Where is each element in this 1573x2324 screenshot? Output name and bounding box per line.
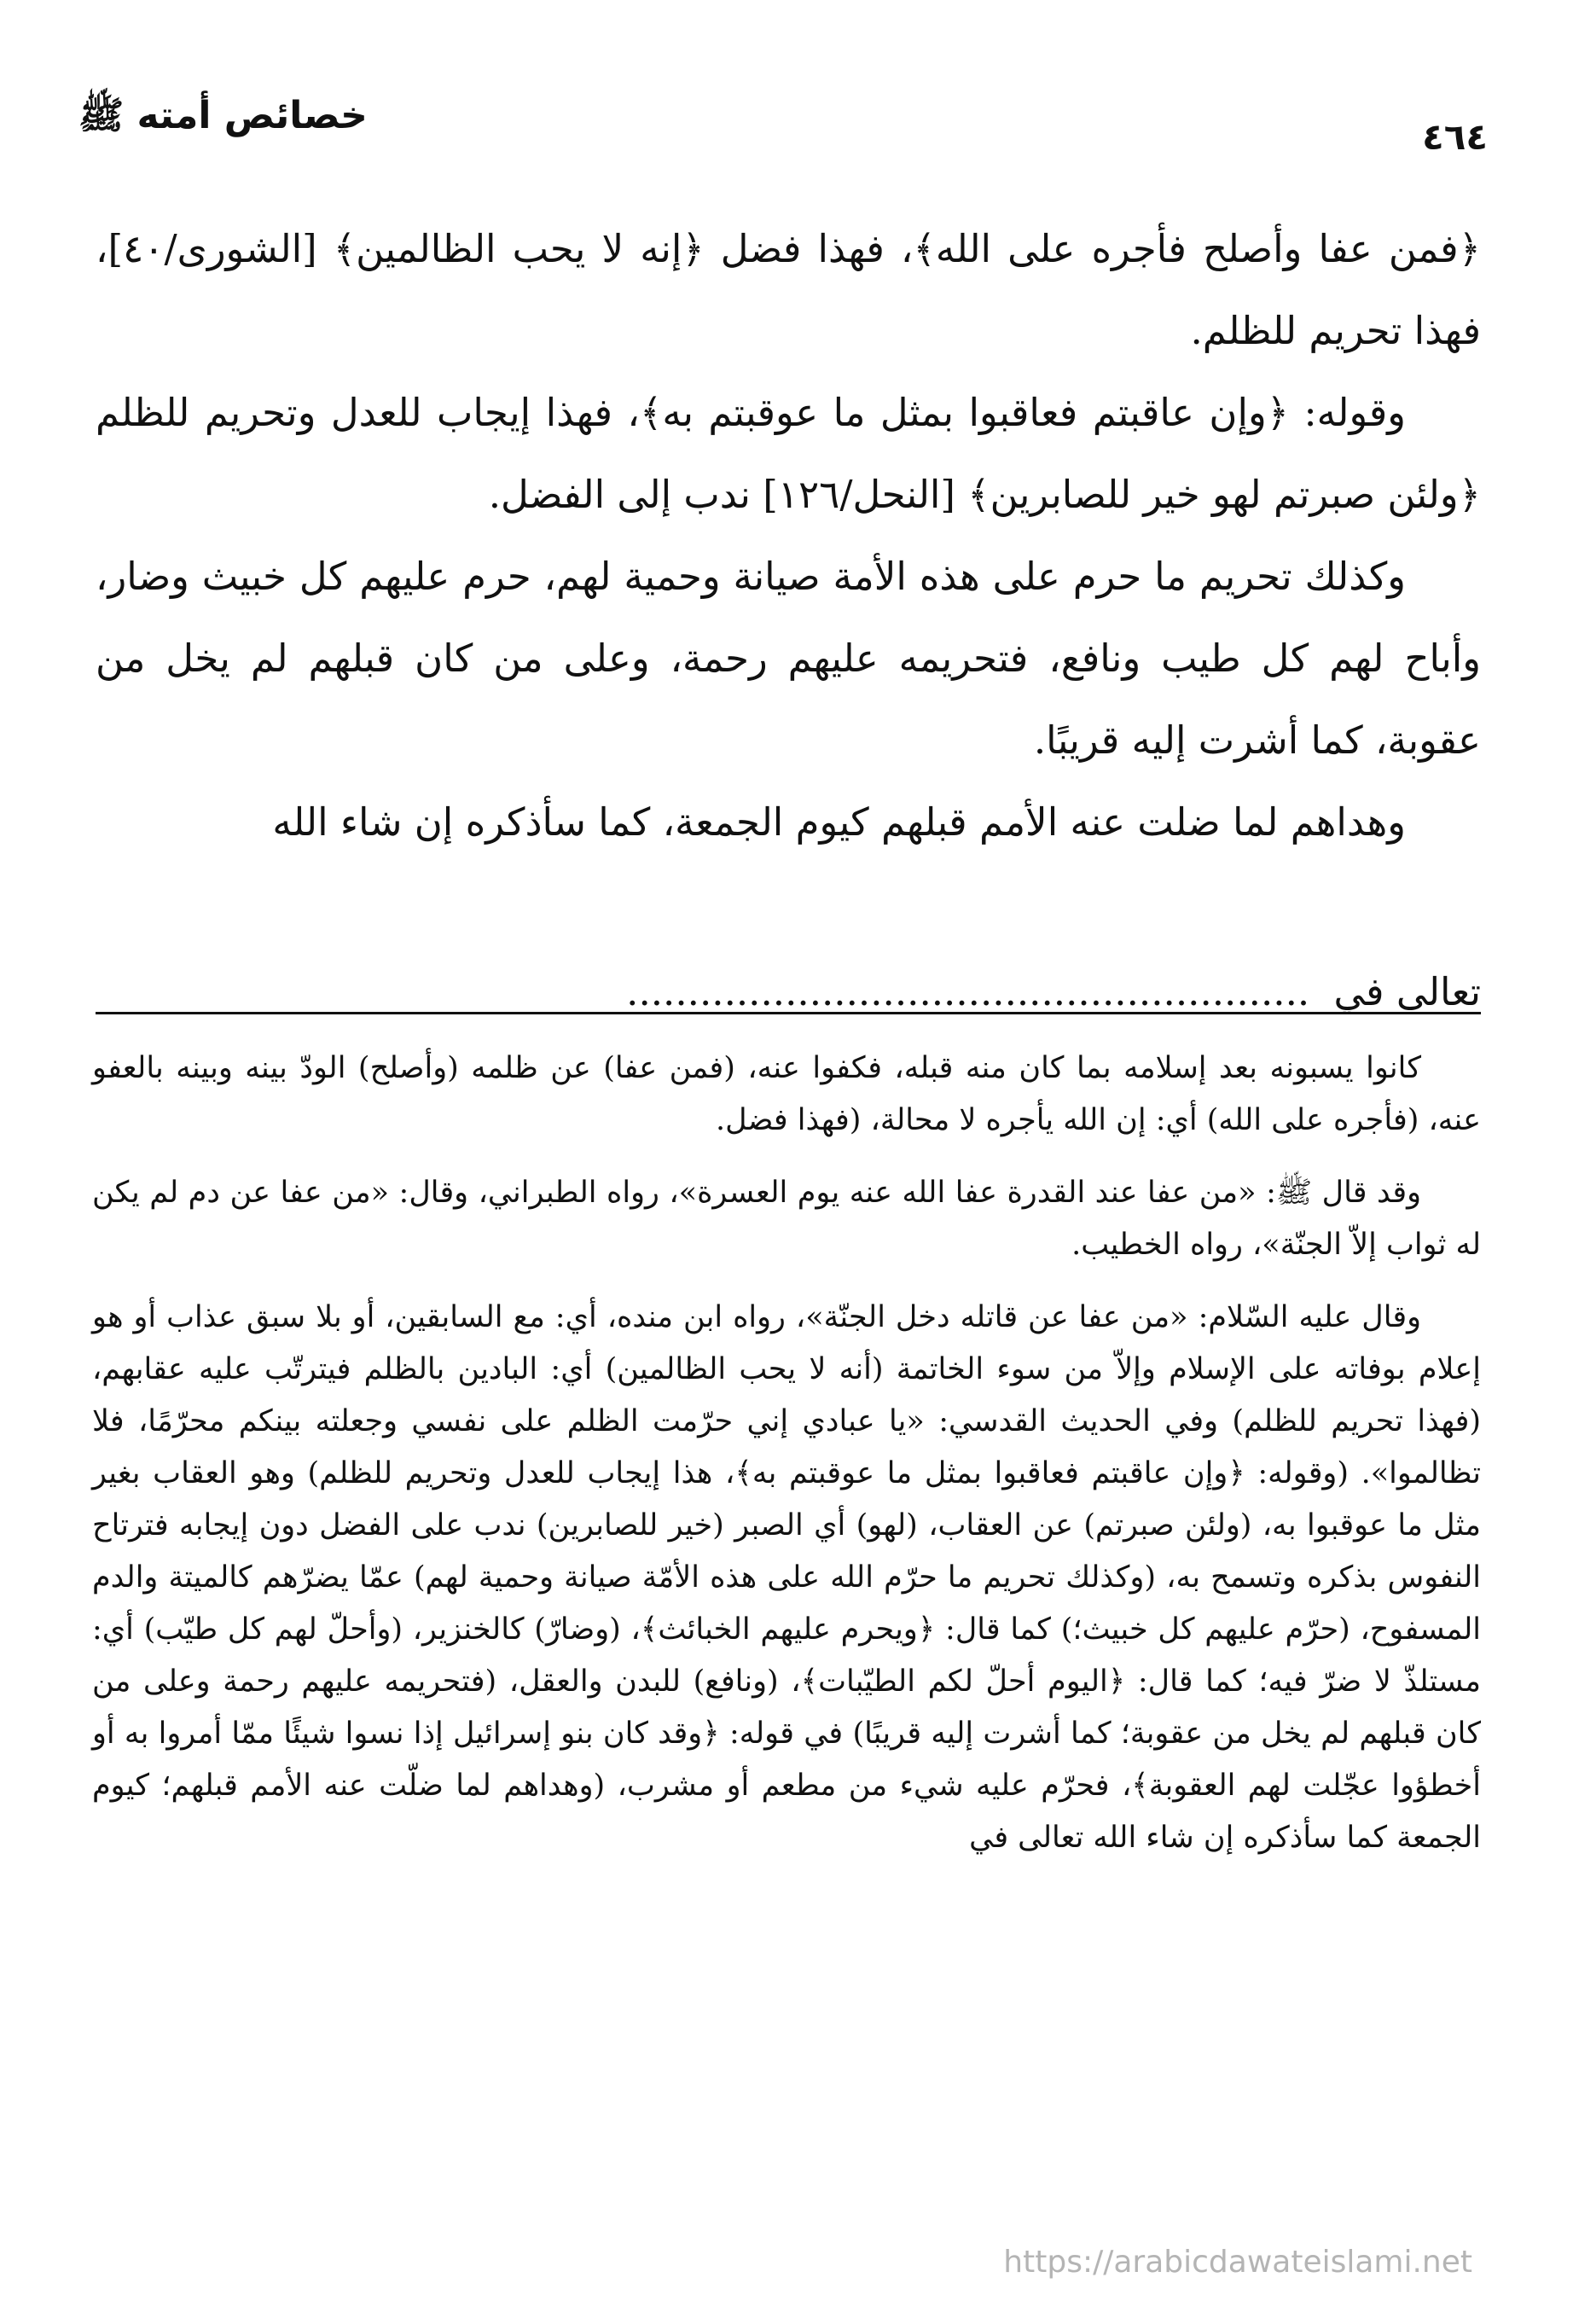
continuation-dots: ........................................................ bbox=[626, 969, 1310, 1014]
main-paragraph: وقوله: ﴿وإن عاقبتم فعاقبوا بمثل ما عوقبتم به﴾، فهذا إيجاب للعدل وتحريم للظلم ﴿ولئن صبرتم لهو خير للصابرين﴾ [النحل/١٢٦] ندب إلى الفضل. bbox=[96, 390, 1481, 517]
commentary-block bbox=[92, 1043, 1481, 1864]
main-paragraph: وهداهم لما ضلت عنه الأمم قبلهم كيوم الجمعة، كما سأذكره إن شاء الله bbox=[272, 799, 1406, 845]
page-number: ٤٦٤ bbox=[1422, 116, 1488, 158]
main-text-block bbox=[96, 208, 1481, 863]
commentary-paragraph: وقد قال ﷺ: «من عفا عند القدرة عفا الله عنه يوم العسرة»، رواه الطبراني، وقال: «من عفا عن دم لم يكن له ثواب إلاّ الجنّة»، رواه الخطيب. bbox=[92, 1176, 1481, 1262]
watermark-url: https://arabicdawateislami.net bbox=[1003, 2245, 1472, 2280]
footnote-separator bbox=[96, 1012, 1481, 1014]
continuation-line bbox=[96, 954, 1481, 1031]
main-paragraph: ﴿فمن عفا وأصلح فأجره على الله﴾، فهذا فضل ﴿إنه لا يحب الظالمين﴾ [الشورى/٤٠]، فهذا تحريم للظلم. bbox=[96, 226, 1481, 353]
commentary-paragraph: وقال عليه السّلام: «من عفا عن قاتله دخل الجنّة»، رواه ابن منده، أي: مع السابقين، أو بلا سبق عذاب أو هو إعلام بوفاته على الإسلام وإلاّ من سوء الخاتمة (أنه لا يحب الظالمين) أي: البادين بالظلم فيترتّب عليه عقابهم، (فهذا تحريم للظلم) وفي الحديث القدسي: «يا عبادي إني حرّمت الظلم على نفسي وجعلته بينكم محرّمًا، فلا تظالموا». (وقوله: ﴿وإن عاقبتم فعاقبوا بمثل ما عوقبتم به﴾، هذا إيجاب للعدل وتحريم للظلم) وهو العقاب بغير مثل ما عوقبوا به، (ولئن صبرتم) عن العقاب، (لهو) أي الصبر (خير للصابرين) ندب على الفضل دون إيجابه فترتاح النفوس بذكره وتسمح به، (وكذلك تحريم ما حرّم الله على هذه الأمّة صيانة وحمية لهم) عمّا يضرّهم كالميتة والدم المسفوح، (حرّم عليهم كل خبيث؛) كما قال: ﴿ويحرم عليهم الخبائث﴾، (وضارّ) كالخنزير، (وأحلّ لهم كل طيّب) أي: مستلذّ لا ضرّ فيه؛ كما قال: ﴿اليوم أحلّ لكم الطيّبات﴾، (ونافع) للبدن والعقل، (فتحريمه عليهم رحمة وعلى من كان قبلهم لم يخل من عقوبة؛ كما أشرت إليه قريبًا) في قوله: ﴿وقد كان بنو إسرائيل إذا نسوا شيئًا ممّا أمروا به أو أخطؤوا عجّلت لهم العقوبة﴾، فحرّم عليه شيء من مطعم أو مشرب، (وهداهم لما ضلّت عنه الأمم قبلهم؛ كيوم الجمعة كما سأذكره إن شاء الله تعالى في bbox=[92, 1300, 1481, 1855]
commentary-paragraph: كانوا يسبونه بعد إسلامه بما كان منه قبله، فكفوا عنه، (فمن عفا) عن ظلمه (وأصلح) الودّ بينه وبينه بالعفو عنه، (فأجره على الله) أي: إن الله يأجره لا محالة، (فهذا فضل. bbox=[92, 1051, 1481, 1137]
running-header-title: خصائص أمته ﷺ bbox=[78, 94, 368, 137]
main-paragraph: وكذلك تحريم ما حرم على هذه الأمة صيانة وحمية لهم، حرم عليهم كل خبيث وضار، وأباح لهم كل طيب ونافع، فتحريمه عليهم رحمة، وعلى من كان قبلهم لم يخل من عقوبة، كما أشرت إليه قريبًا. bbox=[96, 554, 1481, 763]
continuation-text: تعالى في bbox=[1333, 969, 1481, 1014]
